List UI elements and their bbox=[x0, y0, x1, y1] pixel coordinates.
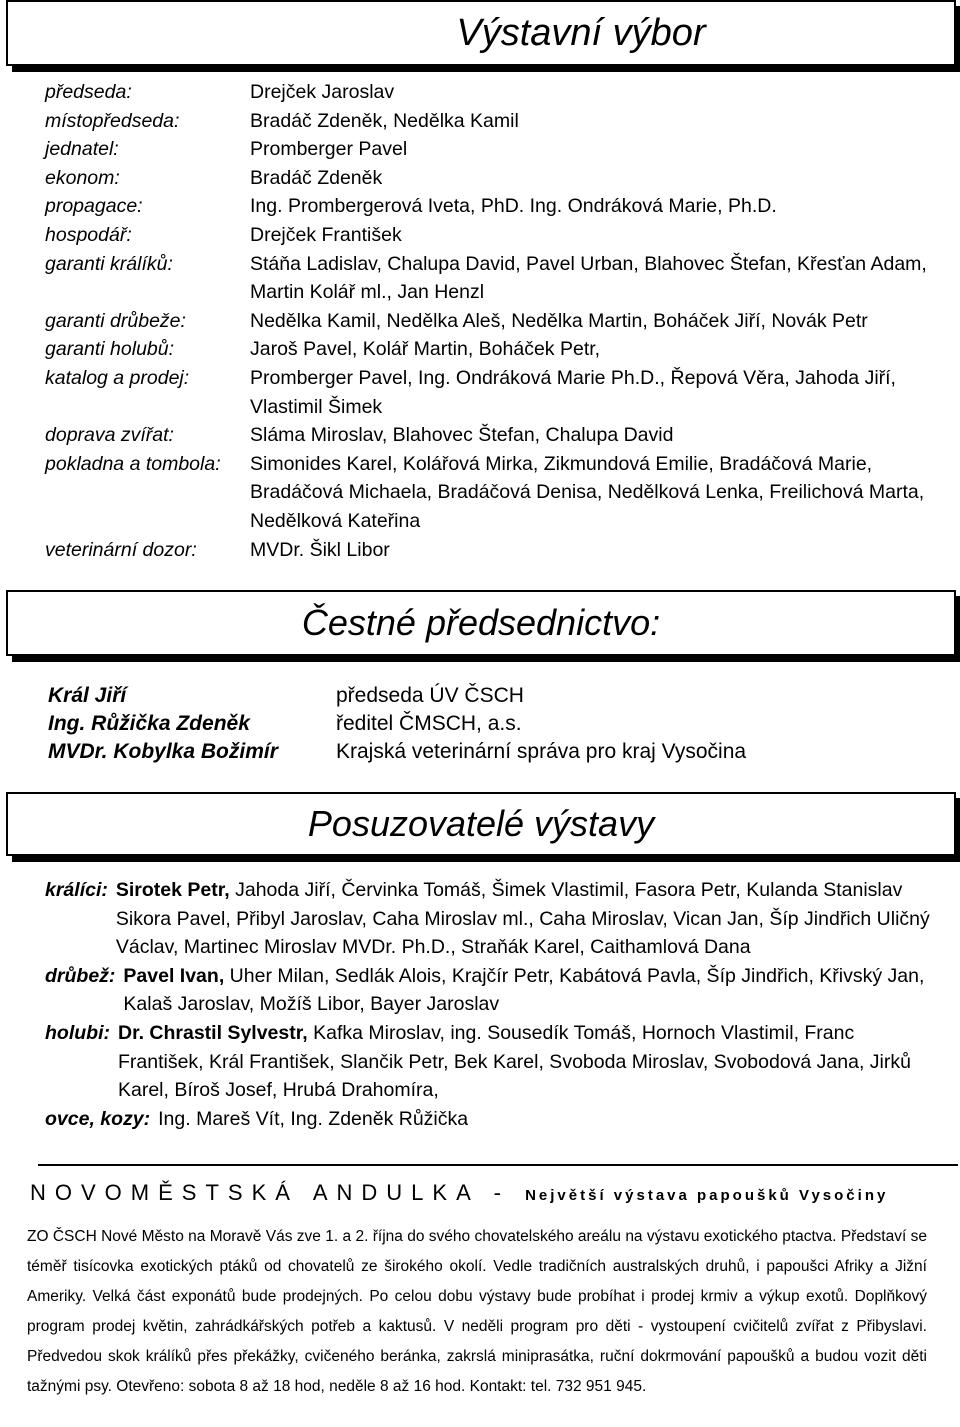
advert-title bbox=[30, 1180, 950, 1206]
committee-list bbox=[45, 78, 950, 564]
judges-row bbox=[45, 1019, 945, 1105]
judges-category: ovce, kozy: bbox=[45, 1107, 151, 1130]
judges-rest: Kafka Miroslav, ing. Sousedík Tomáš, Hornoch Vlastimil, Franc František, Král František, Slančik Petr, Bek Karel, Svoboda Miroslav, Svobodová Jana, Jirků Karel, Bíroš Josef, Hrubá Drahomíra, bbox=[117, 1021, 911, 1102]
judges-rest: Ing. Mareš Vít, Ing. Zdeněk Růžička bbox=[158, 1107, 469, 1130]
committee-role: jednatel: bbox=[45, 138, 119, 161]
committee-row bbox=[45, 135, 950, 164]
committee-members: Nedělka Kamil, Nedělka Aleš, Nedělka Martin, Boháček Jiří, Novák Petr bbox=[250, 309, 868, 332]
committee-row bbox=[45, 78, 950, 107]
honorary-role: Krajská veterinární správa pro kraj Vysočina bbox=[336, 740, 747, 763]
committee-members: Stáňa Ladislav, Chalupa David, Pavel Urban, Blahovec Štefan, Křesťan Adam, Martin Kolář ml., Jan Henzl bbox=[250, 252, 927, 304]
advert-title-main: NOVOMĚSTSKÁ ANDULKA - bbox=[30, 1180, 510, 1205]
honorary-role: předseda ÚV ČSCH bbox=[336, 684, 524, 707]
honorary-row bbox=[48, 710, 928, 738]
judges-names bbox=[123, 962, 945, 1019]
committee-row bbox=[45, 192, 950, 221]
judges-rest: Uher Milan, Sedlák Alois, Krajčír Petr, Kabátová Pavla, Šíp Jindřich, Křivský Jan, Kalaš Jaroslav, Možíš Libor, Bayer Jaroslav bbox=[123, 964, 925, 1016]
honorary-name: MVDr. Kobylka Božimír bbox=[48, 740, 278, 763]
committee-members: Jaroš Pavel, Kolář Martin, Boháček Petr, bbox=[250, 338, 601, 361]
committee-role: místopředseda: bbox=[45, 109, 180, 132]
committee-row bbox=[45, 364, 950, 421]
judges-list bbox=[45, 876, 945, 1133]
committee-role: propagace: bbox=[45, 195, 143, 218]
honorary-name: Král Jiří bbox=[48, 684, 127, 707]
committee-role: doprava zvířat: bbox=[45, 424, 174, 447]
honorary-name: Ing. Růžička Zdeněk bbox=[48, 712, 250, 735]
judges-heading: Posuzovatelé výstavy bbox=[307, 803, 655, 844]
honorary-role: ředitel ČMSCH, a.s. bbox=[336, 712, 522, 735]
committee-role: garanti králíků: bbox=[45, 252, 173, 275]
committee-role: hospodář: bbox=[45, 223, 132, 246]
judges-rest: Jahoda Jiří, Červinka Tomáš, Šimek Vlastimil, Fasora Petr, Kulanda Stanislav Sikora Pavel, Přibyl Jaroslav, Caha Miroslav ml., Caha Miroslav, Vican Jan, Šíp Jindřich Uličný Václav, Martinec Miroslav MVDr. Ph.D., Straňák Karel, Caithamlová Dana bbox=[115, 879, 930, 959]
judges-names bbox=[118, 1019, 945, 1105]
committee-role: pokladna a tombola: bbox=[45, 452, 221, 475]
committee-role: předseda: bbox=[45, 81, 132, 103]
committee-role: katalog a prodej: bbox=[45, 366, 190, 389]
committee-members: Drejček Jaroslav bbox=[250, 81, 395, 103]
committee-role: ekonom: bbox=[45, 166, 120, 189]
judges-category: holubi: bbox=[45, 1021, 110, 1044]
advert-body: ZO ČSCH Nové Město na Moravě Vás zve 1. a 2. října do svého chovatelského areálu na výstavu exotického ptactva. Představí se téměř tisícovka exotických ptáků od chovatelů ze širokého okolí. Vedle tradičních australských druhů, i papoušci Afriky a Jižní Ameriky. Velká část exponátů bude prodejných. Po celou dobu výstavy bude probíhat i prodej krmiv a výkup exotů. Doplňkový program prodej květin, zahrádkářských potřeb a kaktusů. V neděli program pro děti - vystoupení cvičitelů zvířat z Přibyslavi. Předvedou skok králíků přes překážky, cvičeného beránka, zakrslá miniprasátka, ruční dokrmování papoušků a budou vozit děti tažnými psy. Otevřeno: sobota 8 až 18 hod, neděle 8 až 16 hod. Kontakt: tel. 732 951 945. bbox=[27, 1228, 927, 1395]
committee-heading: Výstavní výbor bbox=[456, 12, 706, 54]
committee-row bbox=[45, 107, 950, 136]
honorary-heading: Čestné předsednictvo: bbox=[301, 602, 661, 643]
judges-lead: Sirotek Petr, bbox=[115, 879, 230, 901]
committee-row bbox=[45, 250, 950, 307]
judges-lead: Pavel Ivan, bbox=[123, 964, 225, 987]
committee-members: Promberger Pavel bbox=[250, 138, 408, 161]
committee-row bbox=[45, 335, 950, 364]
divider bbox=[38, 1164, 958, 1166]
honorary-row bbox=[48, 738, 928, 766]
advert-subtitle: Největší výstava papoušků Vysočiny bbox=[525, 1187, 889, 1204]
committee-row bbox=[45, 421, 950, 450]
committee-row bbox=[45, 536, 950, 565]
judges-row bbox=[45, 876, 945, 962]
committee-role: garanti holubů: bbox=[45, 338, 175, 361]
committee-role: veterinární dozor: bbox=[45, 538, 197, 561]
committee-role: garanti drůbeže: bbox=[45, 309, 186, 332]
committee-row bbox=[45, 164, 950, 193]
committee-row bbox=[45, 221, 950, 250]
committee-members: Simonides Karel, Kolářová Mirka, Zikmundová Emilie, Bradáčová Marie, Bradáčová Michaela, Bradáčová Denisa, Nedělková Lenka, Freilichová Marta, Nedělková Kateřina bbox=[250, 452, 925, 532]
committee-members: MVDr. Šikl Libor bbox=[250, 538, 390, 561]
judges-row bbox=[45, 962, 945, 1019]
honorary-list bbox=[48, 682, 928, 766]
committee-row bbox=[45, 307, 950, 336]
judges-names bbox=[116, 876, 945, 962]
committee-members: Bradáč Zdeněk, Nedělka Kamil bbox=[250, 109, 519, 132]
committee-members: Ing. Prombergerová Iveta, PhD. Ing. Ondráková Marie, Ph.D. bbox=[250, 195, 777, 218]
judges-row bbox=[45, 1105, 945, 1134]
committee-members: Bradáč Zdeněk bbox=[250, 166, 383, 189]
committee-row bbox=[45, 450, 950, 536]
judges-heading-box bbox=[6, 792, 956, 856]
committee-members: Promberger Pavel, Ing. Ondráková Marie Ph.D., Řepová Věra, Jahoda Jiří, Vlastimil Šimek bbox=[250, 366, 896, 418]
committee-members: Drejček František bbox=[250, 223, 402, 246]
committee-members: Sláma Miroslav, Blahovec Štefan, Chalupa David bbox=[250, 424, 674, 447]
judges-lead: Dr. Chrastil Sylvestr, bbox=[117, 1021, 308, 1044]
judges-names bbox=[158, 1105, 468, 1134]
judges-category: drůbež: bbox=[45, 964, 116, 987]
honorary-heading-box bbox=[6, 590, 956, 656]
judges-category: králíci: bbox=[45, 879, 108, 901]
committee-heading-box bbox=[6, 0, 956, 66]
honorary-row bbox=[48, 682, 928, 710]
